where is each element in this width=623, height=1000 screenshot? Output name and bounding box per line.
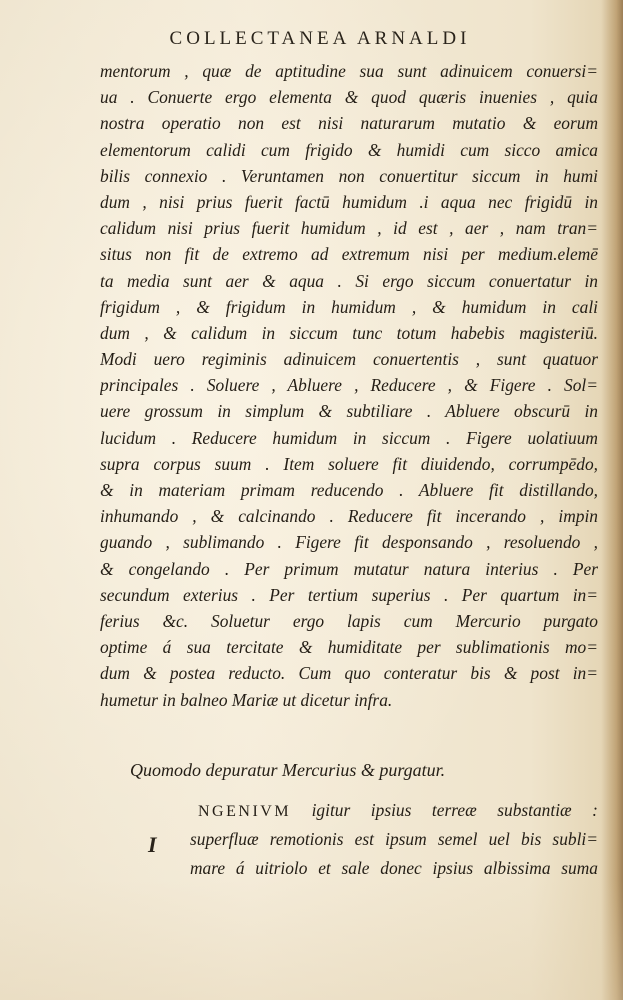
text-line: dum , nisi prius fuerit factū humidum .i aqua nec frigidū in	[100, 191, 598, 212]
binding-gutter-shadow	[601, 0, 623, 1000]
text-line: elementorum calidi cum frigido & humidi cum sicco amica	[100, 139, 598, 160]
text-line: lucidum . Reducere humidum in siccum . Figere uolatiuum	[100, 427, 598, 448]
opening-first-line	[198, 800, 598, 821]
text-line: optime á sua tercitate & humiditate per sublimationis mo=	[100, 637, 598, 658]
text-line: & in materiam primam reducendo . Abluere fit distillando,	[100, 480, 598, 500]
text-line: frigidum , & frigidum in humidum , & humidum in cali	[100, 296, 598, 317]
text-line: situs non fit de extremo ad extremum nisi per medium.elemē	[100, 244, 598, 265]
page-bottom-shading	[0, 880, 623, 1000]
opening-first-rest: igitur ipsius terreæ substantiæ :	[311, 800, 598, 820]
text-line: mentorum , quæ de aptitudine sua sunt adinuicem conuersi=	[100, 61, 598, 81]
text-line: principales . Soluere , Abluere , Reducere , & Figere . Sol=	[100, 375, 598, 396]
text-line: dum , & calidum in siccum tunc totum habebis magisteriū.	[100, 322, 598, 343]
text-line: superfluæ remotionis est ipsum semel uel bis subli=	[190, 829, 598, 849]
opening-small-caps: NGENIVM	[198, 803, 292, 820]
text-line: bilis connexio . Veruntamen non conuertitur siccum in humi	[100, 165, 598, 186]
text-line: guando , sublimando . Figere fit desponsando , resoluendo ,	[100, 532, 598, 553]
text-line: nostra operatio non est nisi naturarum mutatio & eorum	[100, 113, 598, 134]
text-line: mare á uitriolo et sale donec ipsius albissima suma	[190, 858, 598, 878]
drop-cap: I	[148, 832, 157, 857]
text-line: ferius &c. Soluetur ergo lapis cum Mercurio purgato	[100, 610, 598, 631]
text-line: supra corpus suum . Item soluere fit diuidendo, corrumpēdo,	[100, 453, 598, 474]
text-line: inhumando , & calcinando . Reducere fit incerando , impin	[100, 506, 598, 527]
text-line: ua . Conuerte ergo elementa & quod quæris inuenies , quia	[100, 87, 598, 108]
text-line: humetur in balneo Mariæ ut dicetur infra.	[100, 689, 393, 710]
text-line: dum & postea reducto. Cum quo conteratur bis & post in=	[100, 663, 598, 684]
text-line: uere grossum in simplum & subtiliare . Abluere obscurū in	[100, 401, 598, 422]
running-head: COLLECTANEA ARNALDI	[169, 28, 471, 49]
text-line: ta media sunt aer & aqua . Si ergo siccum conuertatur in	[100, 270, 598, 291]
text-line: & congelando . Per primum mutatur natura interius . Per	[100, 558, 598, 579]
text-line: Modi uero regiminis adinuicem conuertentis , sunt quatuor	[100, 349, 598, 370]
body-text	[100, 58, 598, 713]
section-title: Quomodo depuratur Mercurius & purgatur.	[130, 760, 446, 780]
text-line: secundum exterius . Per tertium superius . Per quartum in=	[100, 584, 598, 605]
text-line: calidum nisi prius fuerit humidum , id est , aer , nam tran=	[100, 218, 598, 239]
